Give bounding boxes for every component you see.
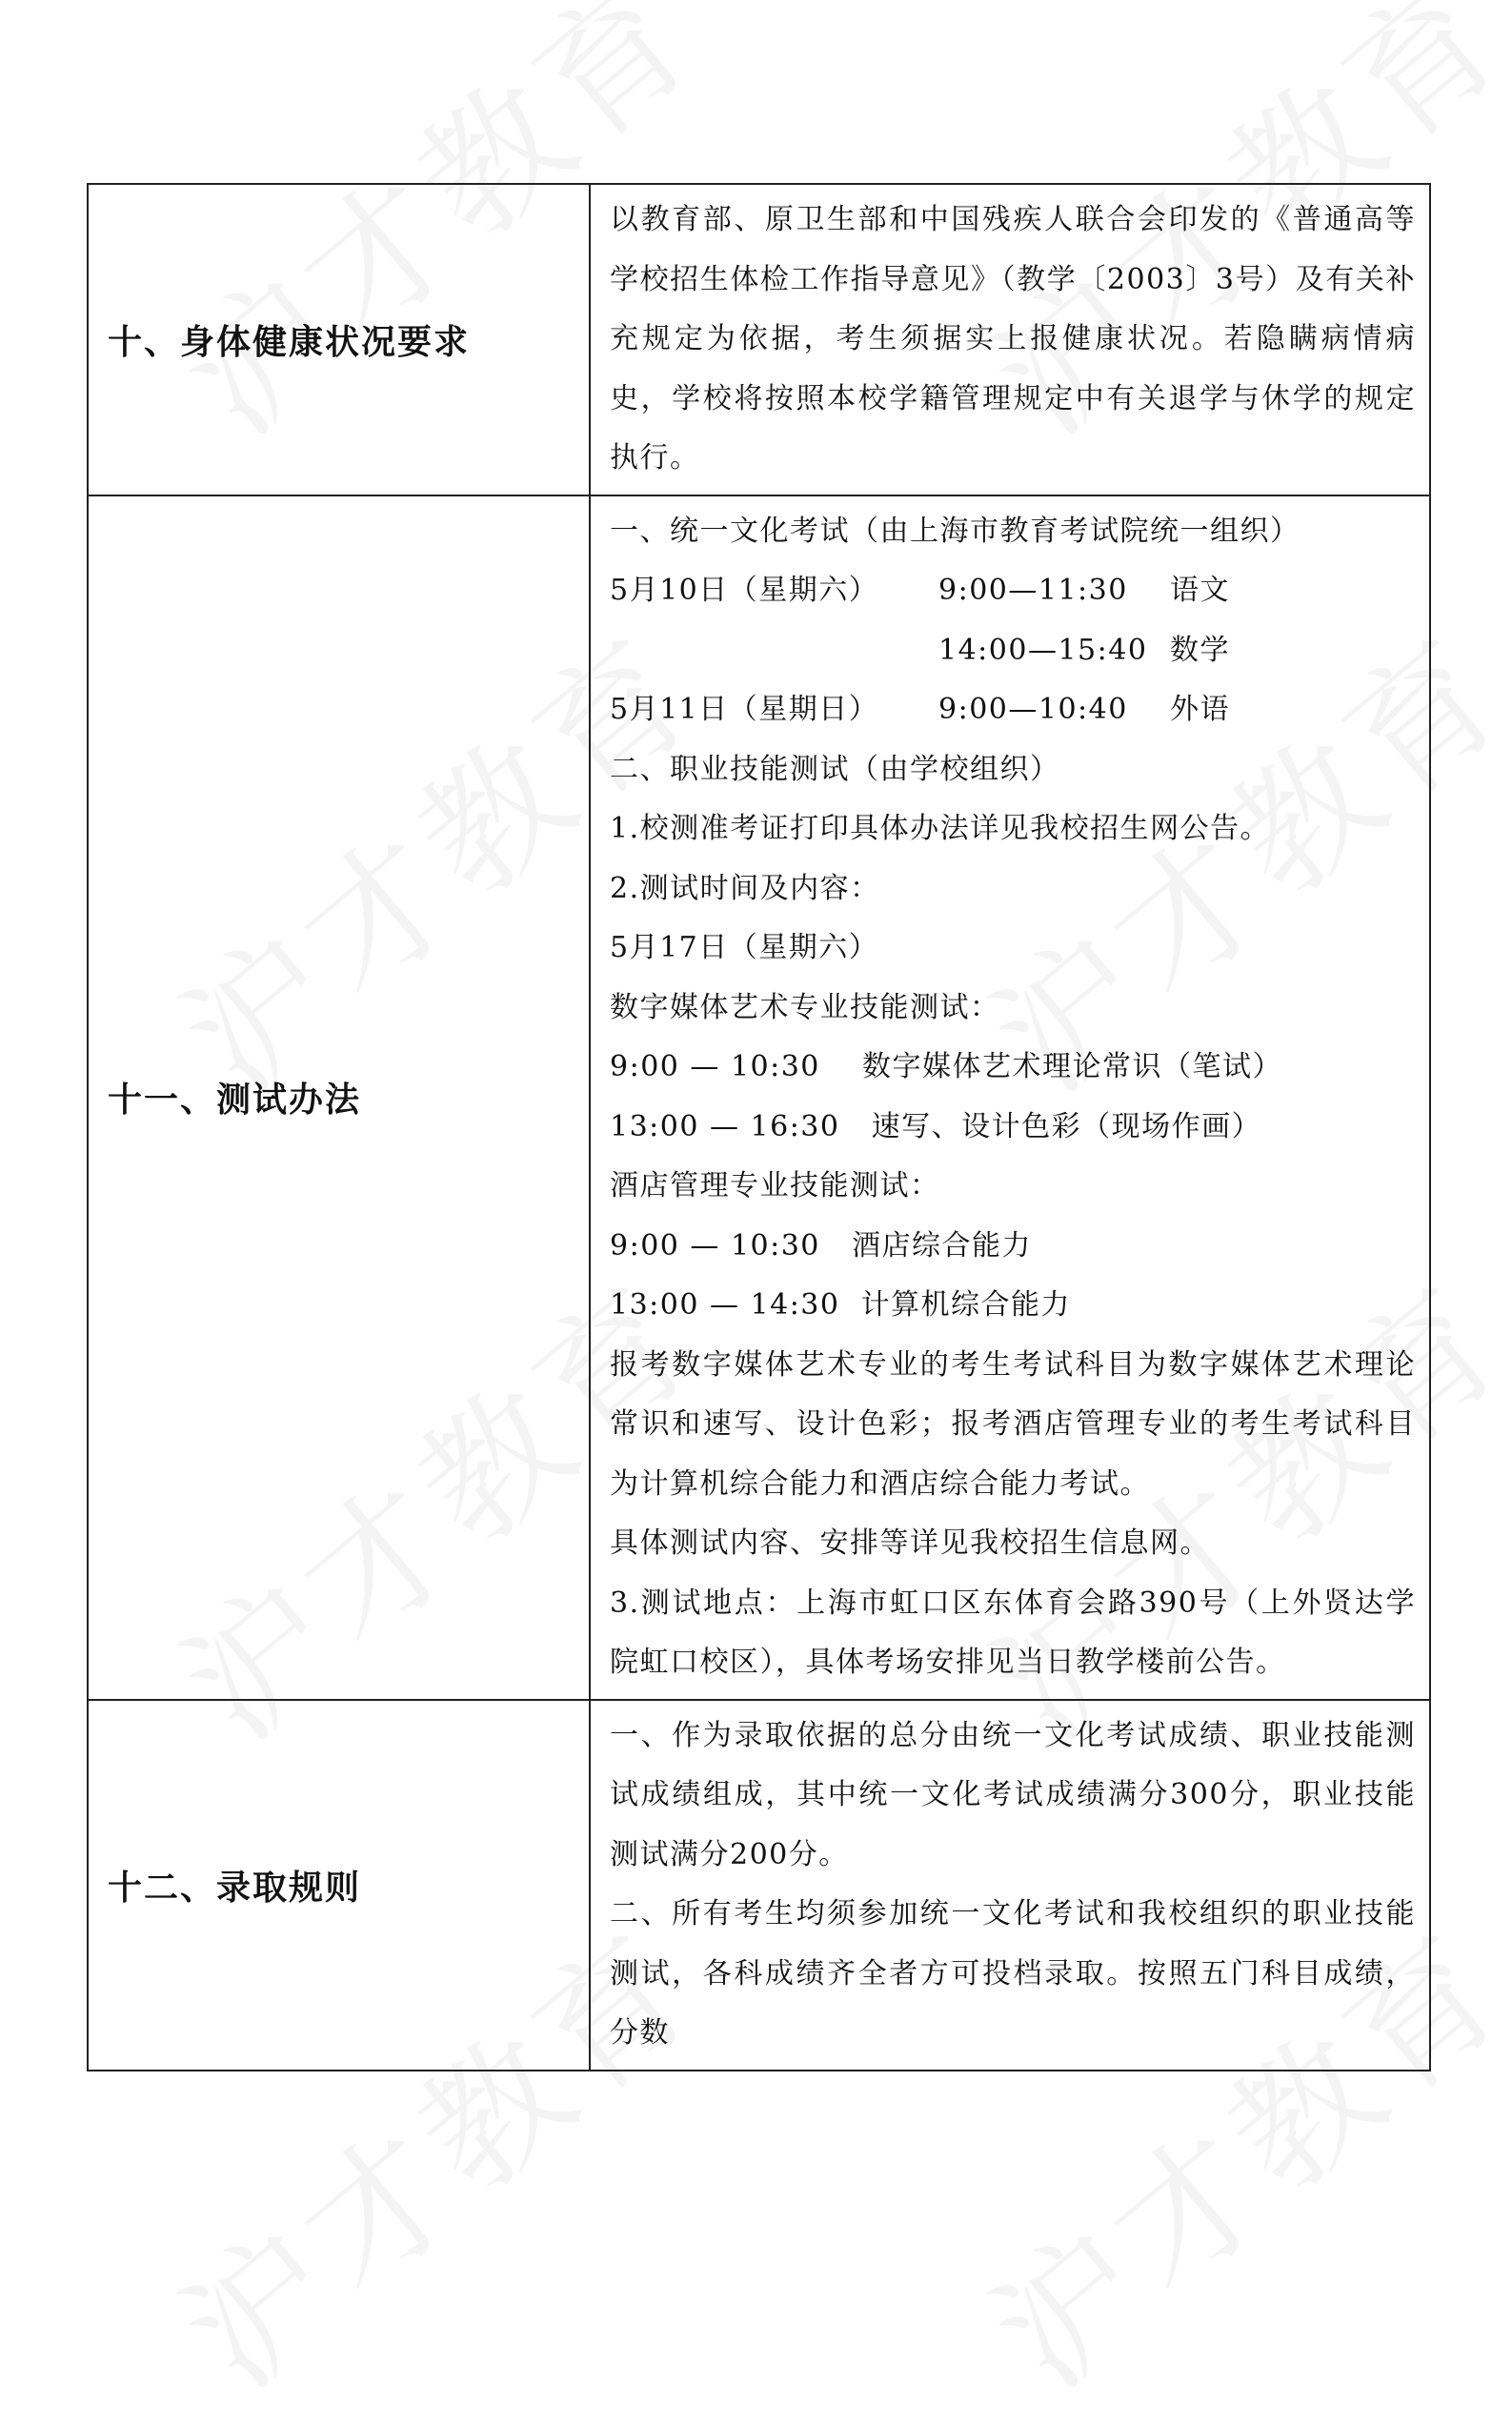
health-content — [590, 184, 1430, 495]
test-line: 13:00 — 16:30 速写、设计色彩（现场作画） — [610, 1109, 1262, 1143]
test-line: 5月17日（星期六） — [610, 931, 879, 964]
test-line: 13:00 — 14:30 计算机综合能力 — [610, 1288, 1072, 1322]
schedule-row — [610, 561, 1416, 621]
exam-title: 一、统一文化考试（由上海市教育考试院统一组织） — [610, 514, 1300, 548]
test-line: 2.测试时间及内容： — [610, 871, 880, 905]
schedule-subject: 语文 — [1170, 574, 1230, 607]
schedule-row — [610, 680, 1416, 740]
schedule-time: 9:00—10:40 — [938, 693, 1128, 726]
schedule-subject: 外语 — [1170, 693, 1230, 726]
schedule-date: 5月11日（星期日） — [610, 693, 879, 726]
schedule-date: 5月10日（星期六） — [610, 574, 879, 607]
test-line: 二、职业技能测试（由学校组织） — [610, 752, 1060, 786]
schedule-date — [610, 621, 938, 681]
health-paragraph: 以教育部、原卫生部和中国残疾人联合会印发的《普通高等学校招生体检工作指导意见》（教学〔2003〕3号）及有关补充规定为依据，考生须据实上报健康状况。若隐瞒病情病史，学校将按照本校学籍管理规定中有关退学与休学的规定执行。 — [610, 203, 1416, 475]
schedule-time: 14:00—15:40 — [938, 633, 1148, 667]
admission-row — [88, 1700, 1430, 2071]
schedule-row — [610, 621, 1416, 681]
admission-content — [590, 1700, 1430, 2071]
test-line: 数字媒体艺术专业技能测试： — [610, 990, 1000, 1024]
health-row — [88, 184, 1430, 495]
schedule-time: 9:00—11:30 — [938, 574, 1128, 607]
section-label-health: 十、身体健康状况要求 — [88, 184, 590, 495]
test-line: 9:00 — 10:30 酒店综合能力 — [610, 1228, 1033, 1263]
schedule-subject: 数学 — [1170, 633, 1230, 667]
section-label-admission: 十二、录取规则 — [88, 1700, 590, 2071]
test-line: 酒店管理专业技能测试： — [610, 1169, 940, 1202]
test-content — [590, 495, 1430, 1700]
section-label-test: 十一、测试办法 — [88, 495, 590, 1700]
test-row — [88, 495, 1430, 1700]
test-paragraph: 具体测试内容、安排等详见我校招生信息网。 — [610, 1526, 1210, 1560]
test-line: 9:00 — 10:30 数字媒体艺术理论常识（笔试） — [610, 1050, 1283, 1083]
admission-paragraph: 二、所有考生均须参加统一文化考试和我校组织的职业技能测试，各科成绩齐全者方可投档录取。按照五门科目成绩，分数 — [610, 1897, 1416, 2050]
test-paragraph: 3.测试地点：上海市虹口区东体育会路390号（上外贤达学院虹口校区），具体考场安排见当日教学楼前公告。 — [610, 1586, 1416, 1679]
admission-info-table — [87, 183, 1431, 2071]
admission-paragraph: 一、作为录取依据的总分由统一文化考试成绩、职业技能测试成绩组成，其中统一文化考试成绩满分300分，职业技能测试满分200分。 — [610, 1718, 1416, 1871]
test-line: 1.校测准考证打印具体办法详见我校招生网公告。 — [610, 812, 1271, 845]
test-paragraph: 报考数字媒体艺术专业的考生考试科目为数字媒体艺术理论常识和速写、设计色彩；报考酒店管理专业的考生考试科目为计算机综合能力和酒店综合能力考试。 — [610, 1347, 1416, 1501]
